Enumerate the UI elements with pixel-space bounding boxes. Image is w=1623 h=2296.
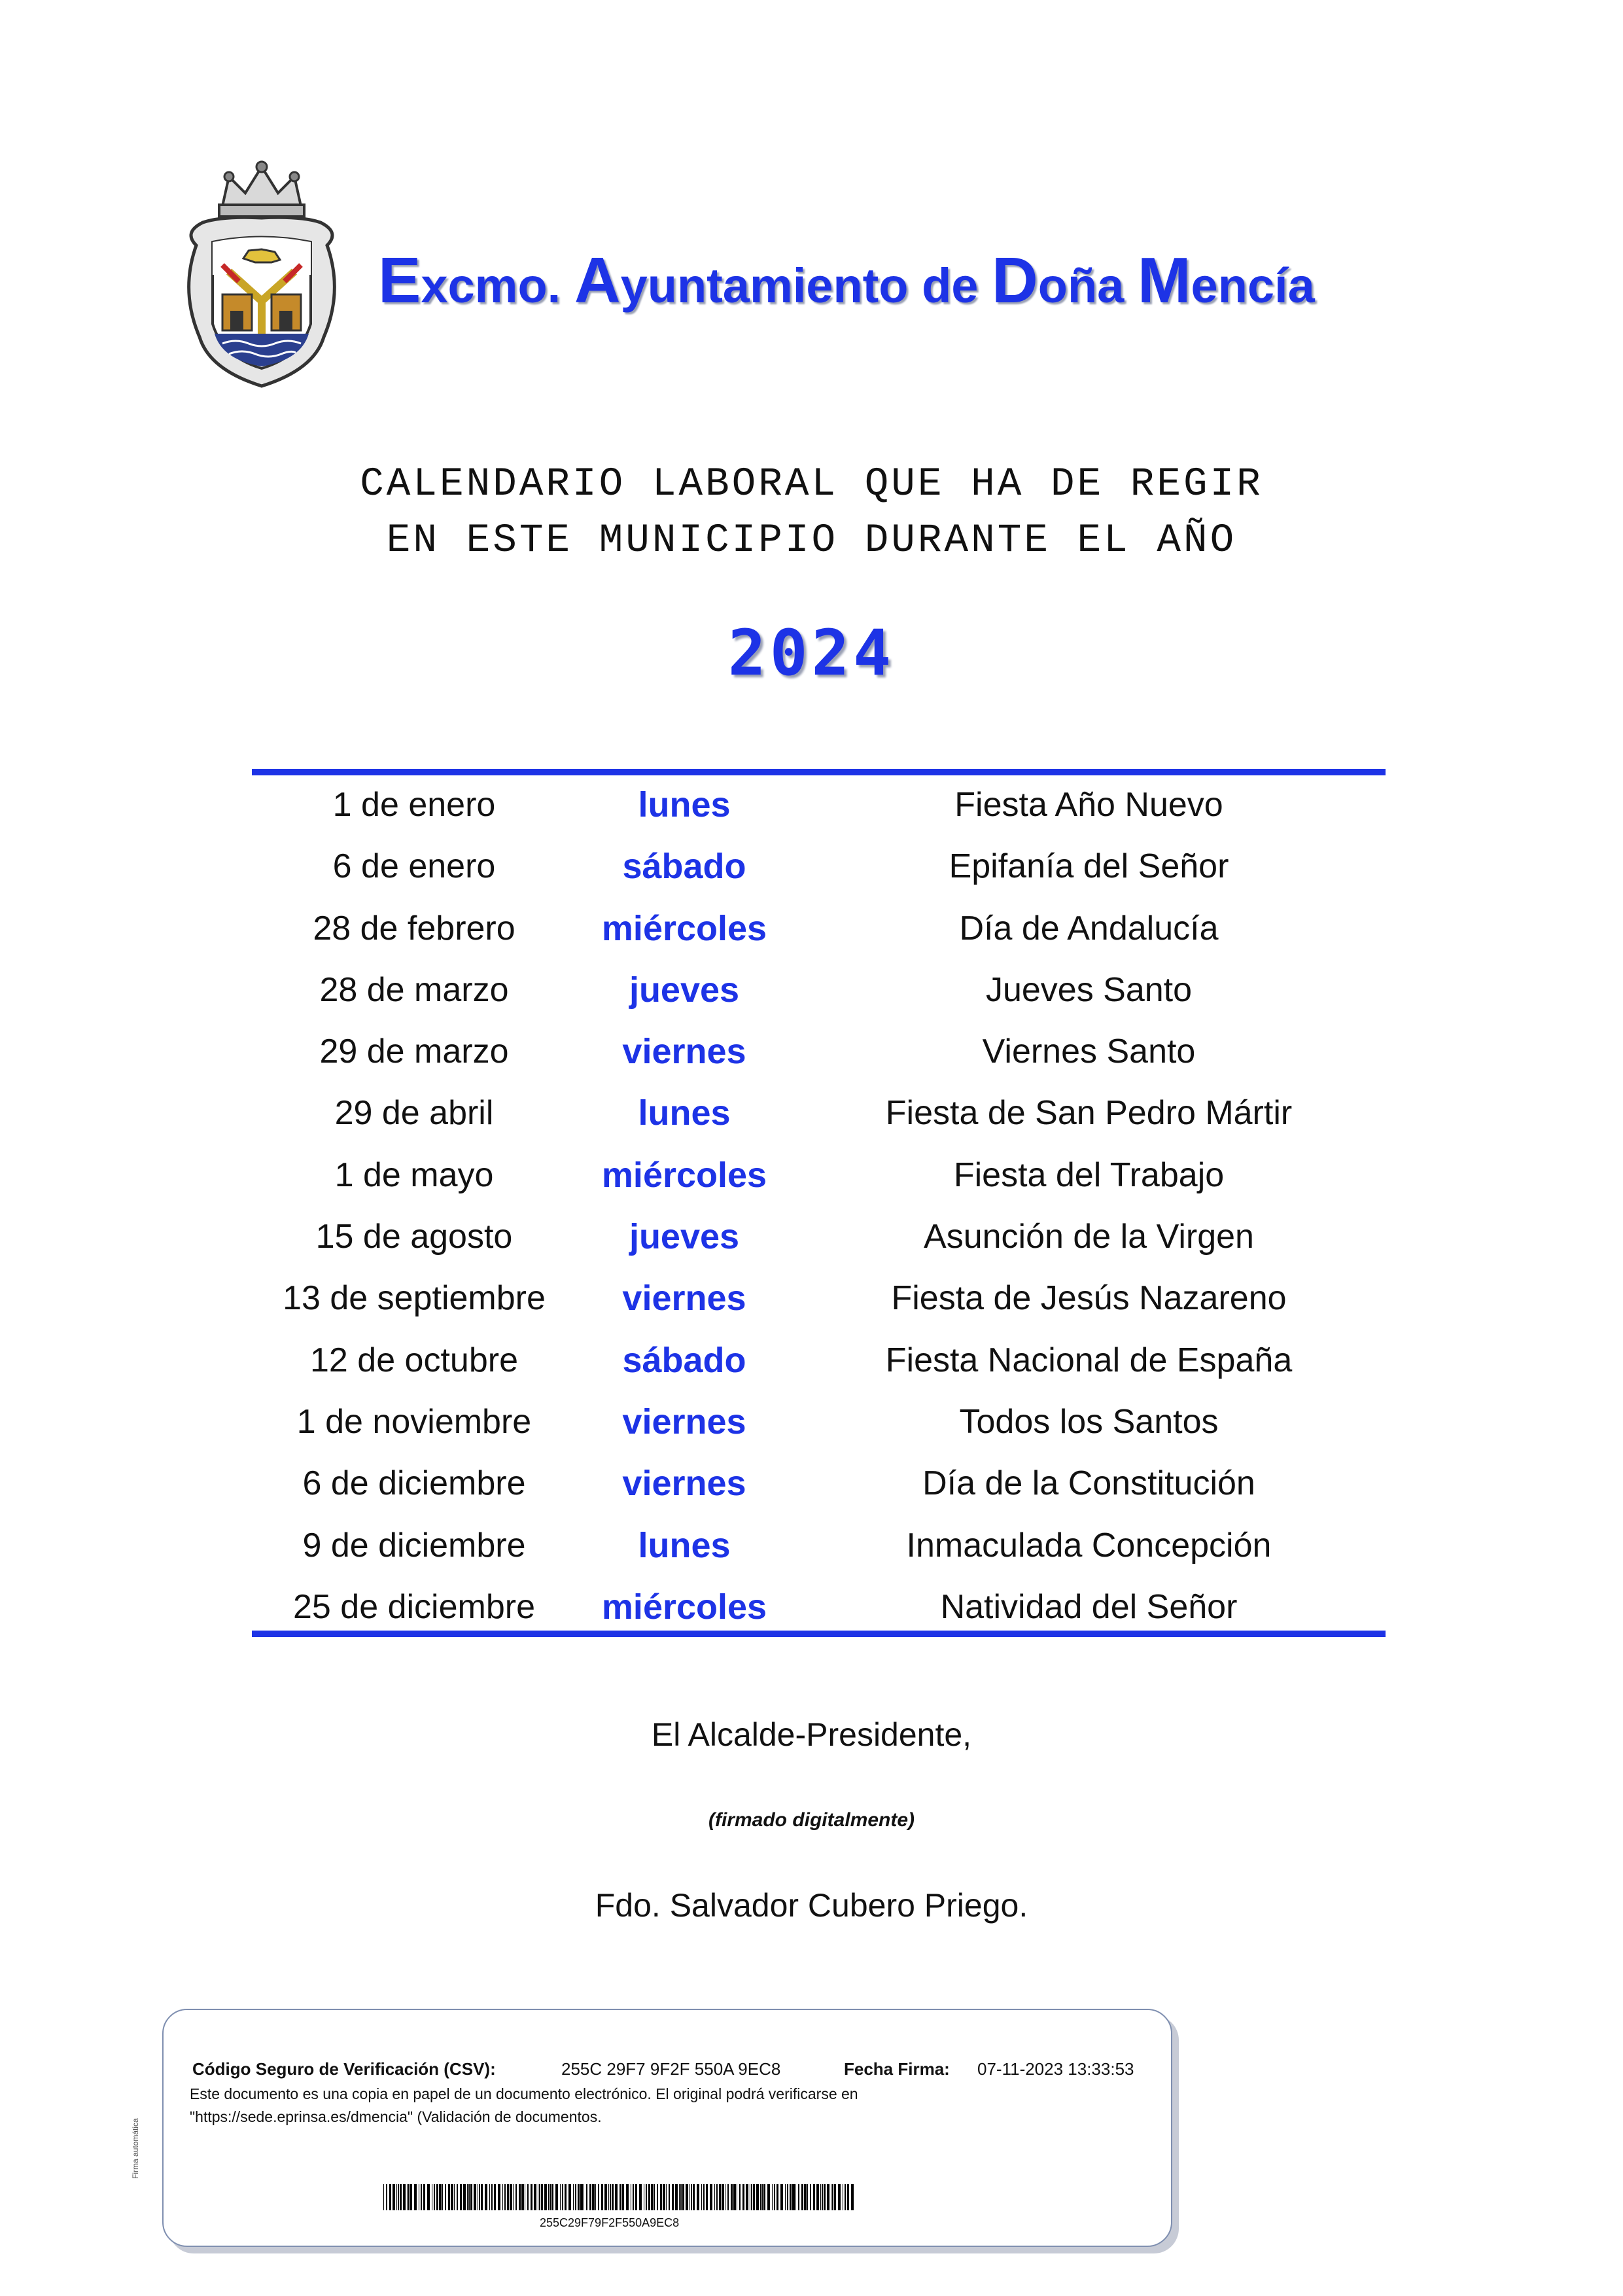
organization-title: [378, 243, 1315, 317]
title-word: oña: [1038, 258, 1138, 313]
digital-signature-note: (firmado digitalmente): [708, 1809, 915, 1831]
holiday-weekday: jueves: [629, 1217, 740, 1257]
signatory-name: Fdo. Salvador Cubero Priego.: [595, 1887, 1028, 1924]
holiday-name: Fiesta de San Pedro Mártir: [885, 1094, 1293, 1133]
copy-note-line-2: "https://sede.eprinsa.es/dmencia" (Validación de documentos.: [190, 2108, 602, 2125]
barcode-icon: [383, 2184, 857, 2210]
holiday-name: Día de Andalucía: [959, 909, 1219, 947]
holiday-date: 15 de agosto: [315, 1218, 513, 1256]
title-initial: M: [1137, 244, 1191, 316]
holiday-name: Fiesta Año Nuevo: [954, 786, 1223, 824]
holiday-date: 25 de diciembre: [293, 1587, 535, 1626]
holiday-date: 1 de enero: [332, 786, 496, 824]
holiday-name: Inmaculada Concepción: [906, 1526, 1272, 1564]
holiday-date: 1 de mayo: [334, 1156, 494, 1194]
signatory-title: El Alcalde-Presidente,: [651, 1716, 972, 1753]
table-row: [252, 1029, 1386, 1090]
holiday-name: Fiesta Nacional de España: [885, 1341, 1293, 1379]
sign-date-label: Fecha Firma:: [844, 2059, 950, 2079]
holiday-date: 13 de septiembre: [283, 1279, 546, 1318]
holiday-name: Jueves Santo: [985, 970, 1193, 1009]
table-row: [252, 1152, 1386, 1214]
table-row: [252, 1337, 1386, 1399]
holiday-weekday: viernes: [622, 1032, 746, 1072]
table-row: [252, 906, 1386, 967]
holiday-date: 6 de diciembre: [302, 1464, 526, 1503]
holiday-name: Epifanía del Señor: [949, 847, 1229, 886]
holiday-name: Asunción de la Virgen: [924, 1218, 1254, 1256]
table-row: [252, 782, 1386, 843]
copy-note-line-1: Este documento es una copia en papel de un documento electrónico. El original podrá verificarse en: [190, 2085, 858, 2102]
holiday-weekday: viernes: [622, 1402, 746, 1441]
title-word: encía: [1191, 258, 1315, 313]
table-row: [252, 1275, 1386, 1337]
document-heading-line-2: EN ESTE MUNICIPIO DURANTE EL AÑO: [386, 518, 1237, 563]
csv-code: 255C 29F7 9F2F 550A 9EC8: [561, 2059, 781, 2079]
table-top-rule: [252, 769, 1386, 775]
holiday-weekday: sábado: [622, 1340, 746, 1380]
title-initial: A: [574, 244, 621, 316]
holiday-weekday: lunes: [638, 1093, 731, 1133]
table-row: [252, 1399, 1386, 1460]
holiday-weekday: lunes: [638, 785, 731, 824]
holiday-weekday: lunes: [638, 1525, 731, 1565]
table-row: [252, 1214, 1386, 1275]
table-row: [252, 967, 1386, 1029]
table-row: [252, 1090, 1386, 1152]
holiday-table: [252, 782, 1386, 1646]
holiday-name: Fiesta de Jesús Nazareno: [891, 1279, 1287, 1318]
holiday-name: Natividad del Señor: [940, 1587, 1238, 1626]
calendar-year: 2024: [727, 616, 896, 690]
title-initial: D: [992, 244, 1038, 316]
barcode-text: 255C29F79F2F550A9EC8: [540, 2216, 680, 2229]
side-note: Firma automática: [131, 2118, 140, 2179]
verification-box: [162, 2009, 1172, 2247]
holiday-weekday: sábado: [622, 847, 746, 887]
holiday-weekday: jueves: [629, 970, 740, 1010]
holiday-name: Fiesta del Trabajo: [953, 1156, 1225, 1194]
holiday-date: 28 de marzo: [319, 970, 509, 1009]
title-word: xcmo.: [421, 258, 574, 313]
csv-label: Código Seguro de Verificación (CSV):: [192, 2059, 496, 2079]
holiday-date: 9 de diciembre: [302, 1526, 526, 1564]
title-word: yuntamiento de: [620, 258, 992, 313]
holiday-weekday: miércoles: [601, 908, 767, 948]
holiday-date: 28 de febrero: [313, 909, 515, 947]
holiday-weekday: viernes: [622, 1279, 746, 1318]
table-row: [252, 1523, 1386, 1584]
holiday-date: 12 de octubre: [309, 1341, 519, 1379]
table-row: [252, 1460, 1386, 1522]
holiday-name: Todos los Santos: [959, 1402, 1219, 1441]
table-bottom-rule: [252, 1631, 1386, 1637]
holiday-weekday: miércoles: [601, 1155, 767, 1195]
coat-of-arms-icon: [183, 160, 340, 393]
holiday-date: 29 de abril: [334, 1094, 494, 1133]
holiday-weekday: miércoles: [601, 1587, 767, 1627]
holiday-date: 6 de enero: [332, 847, 496, 886]
title-initial: E: [378, 244, 421, 316]
holiday-date: 29 de marzo: [319, 1033, 509, 1071]
sign-date: 07-11-2023 13:33:53: [977, 2059, 1134, 2079]
holiday-name: Viernes Santo: [982, 1033, 1196, 1071]
holiday-date: 1 de noviembre: [296, 1402, 532, 1441]
table-row: [252, 843, 1386, 905]
holiday-name: Día de la Constitución: [922, 1464, 1255, 1503]
document-heading-line-1: CALENDARIO LABORAL QUE HA DE REGIR: [360, 462, 1263, 507]
holiday-weekday: viernes: [622, 1464, 746, 1504]
